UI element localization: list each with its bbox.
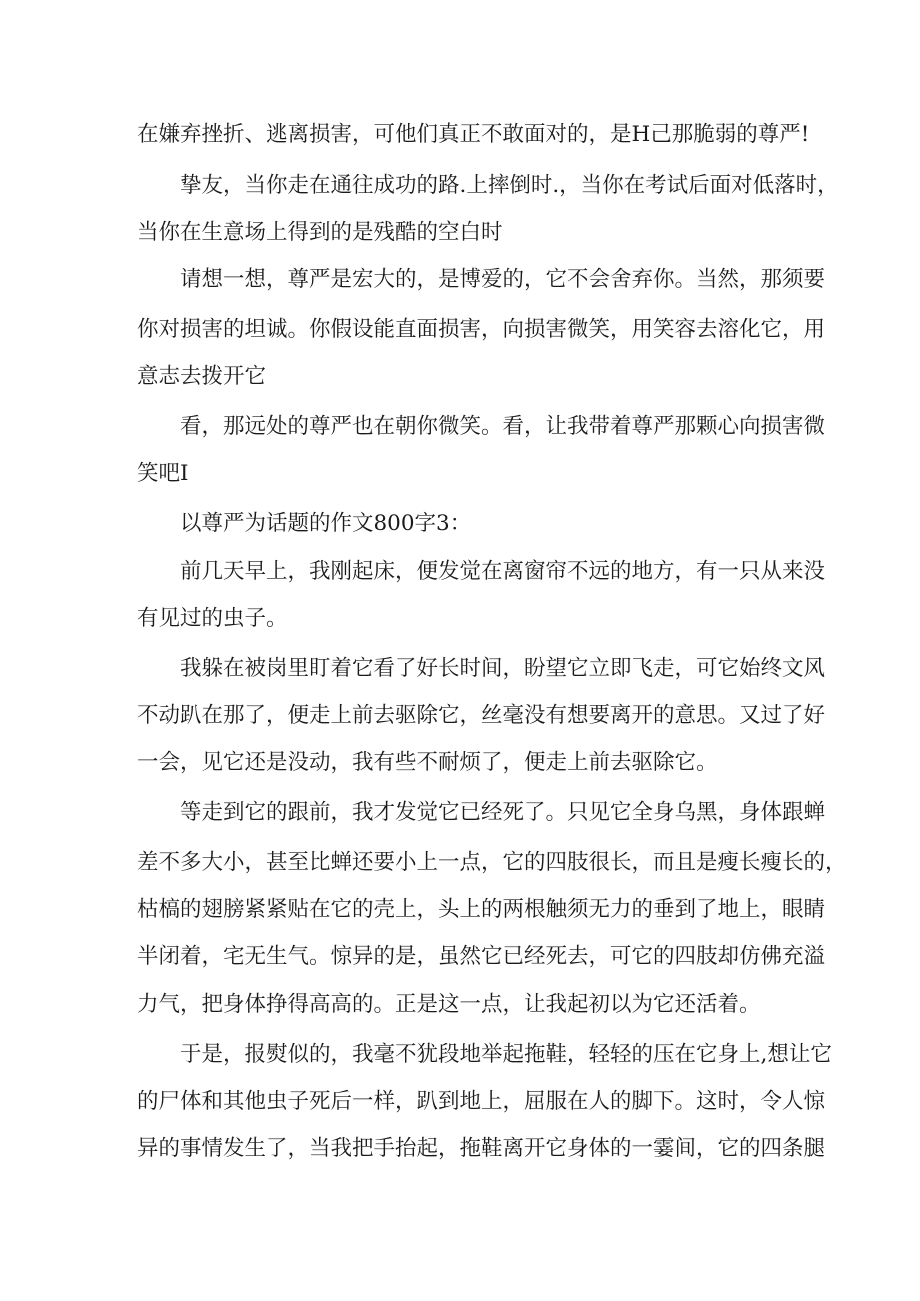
text-line: 力气，把身体挣得高高的。正是这一点，让我起初以为它还活着。 — [137, 992, 761, 1017]
text-line: 一会，见它还是没动，我有些不耐烦了，便走上前去驱除它。 — [137, 750, 718, 775]
text-line: 意志去拨开它 — [137, 364, 267, 389]
text-line: 差不多大小，甚至比蝉还要小上一点，它的四肢很长，而且是瘦长瘦长的， — [137, 850, 847, 875]
text-line: 半闭着，宅无生气。惊异的是，虽然它已经死去，可它的四肢却仿佛充溢 — [137, 944, 826, 969]
paragraph-start-line: 前几天早上，我刚起床，便发觉在离窗帘不远的地方，有一只从来没 — [180, 559, 826, 584]
text-line: 当你在生意场上得到的是残酷的空白时 — [137, 220, 503, 245]
text-line: 的尸体和其他虫子死后一样，趴到地上，屈服在人的脚下。这时，令人惊 — [137, 1089, 826, 1114]
paragraph-start-line: 挚友，当你走在通往成功的路.上摔倒时.，当你在考试后面对低落时， — [180, 173, 839, 198]
paragraph-start-line: 等走到它的跟前，我才发觉它已经死了。只见它全身乌黑，身体跟蝉 — [180, 800, 826, 825]
text-line: 你对损害的坦诚。你假设能直面损害，向损害微笑，用笑容去溶化它，用 — [137, 317, 826, 342]
section-heading: 以尊严为话题的作文800字3： — [180, 511, 472, 536]
paragraph-start-line: 看，那远处的尊严也在朝你微笑。看，让我带着尊严那颗心向损害微 — [180, 414, 826, 439]
paragraph-start-line: 请想一想，尊严是宏大的，是博爱的，它不会舍弃你。当然，那须要 — [180, 267, 826, 292]
text-line: 有见过的虫子。 — [137, 606, 288, 631]
paragraph-start-line: 于是，报熨似的，我毫不犹段地举起拖鞋，轻轻的压在它身上,想让它 — [180, 1042, 832, 1067]
text-line: 在嫌弃挫折、逃离损害，可他们真正不敢面对的，是H己那脆弱的尊严! — [137, 122, 810, 147]
text-line: 笑吧I — [137, 461, 189, 486]
text-line: 枯槁的翅膀紧紧贴在它的壳上，头上的两根触须无力的垂到了地上，眼睛 — [137, 897, 826, 922]
text-line: 异的事情发生了，当我把手抬起，拖鞋离开它身体的一霎间，它的四条腿 — [137, 1136, 826, 1161]
text-line: 不动趴在那了，便走上前去驱除它，丝毫没有想要离开的意思。又过了好 — [137, 703, 826, 728]
paragraph-start-line: 我躲在被岗里盯着它看了好长时间，盼望它立即飞走，可它始终文风 — [180, 656, 826, 681]
